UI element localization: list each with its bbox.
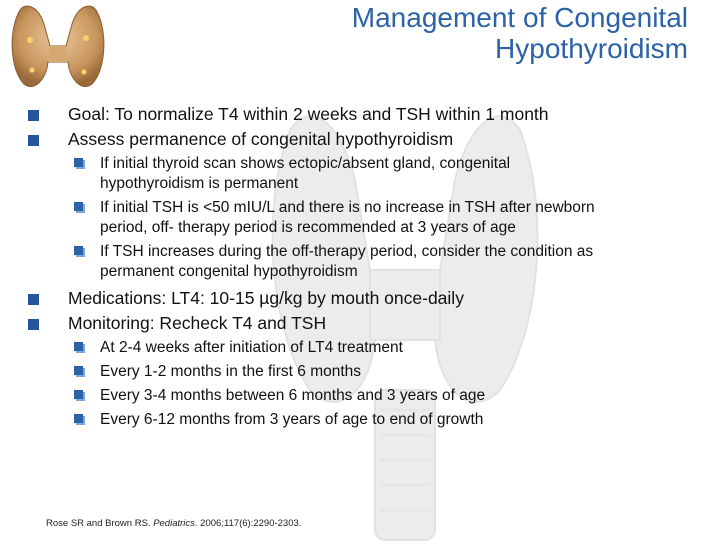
citation-authors: Rose SR and Brown RS. bbox=[46, 518, 154, 529]
sub-bullet-line: If initial TSH is <50 mIU/L and there is no increase in TSH after newborn bbox=[100, 199, 595, 216]
sub-bullet-line: If initial thyroid scan shows ectopic/absent gland, congenital bbox=[100, 155, 511, 172]
checkbox-bullet-icon bbox=[74, 366, 83, 375]
sub-bullet bbox=[16, 410, 716, 430]
sub-bullet-line: hypothyroidism is permanent bbox=[100, 175, 299, 192]
square-bullet-icon bbox=[28, 110, 39, 121]
sub-bullet-line: If TSH increases during the off-therapy period, consider the condition as bbox=[100, 243, 594, 260]
sub-bullet-line: permanent congenital hypothyroidism bbox=[100, 263, 358, 280]
citation-footer bbox=[46, 518, 301, 529]
sub-bullet bbox=[16, 362, 716, 382]
citation-journal: Pediatrics bbox=[153, 518, 195, 529]
checkbox-bullet-icon bbox=[74, 158, 83, 167]
square-bullet-icon bbox=[28, 319, 39, 330]
checkbox-bullet-icon bbox=[74, 202, 83, 211]
checkbox-bullet-icon bbox=[74, 342, 83, 351]
sub-bullet bbox=[16, 198, 716, 238]
checkbox-bullet-icon bbox=[74, 390, 83, 399]
sub-bullet-line: period, off- therapy period is recommended at 3 years of age bbox=[100, 219, 516, 236]
bullet-monitoring bbox=[16, 313, 716, 334]
sub-bullet-text: Every 3-4 months between 6 months and 3 years of age bbox=[100, 387, 486, 404]
sub-bullet-text: Every 1-2 months in the first 6 months bbox=[100, 363, 362, 380]
sub-bullet bbox=[16, 338, 716, 358]
bullet-medications bbox=[16, 288, 716, 309]
checkbox-bullet-icon bbox=[74, 246, 83, 255]
sub-bullet bbox=[16, 386, 716, 406]
bullet-text: Goal: To normalize T4 within 2 weeks and TSH within 1 month bbox=[68, 104, 549, 124]
bullet-goal bbox=[16, 104, 716, 125]
bullet-assess bbox=[16, 129, 716, 150]
bullet-text: Medications: LT4: 10-15 µg/kg by mouth once-daily bbox=[68, 288, 464, 308]
bullet-text: Monitoring: Recheck T4 and TSH bbox=[68, 313, 327, 333]
thyroid-gland-icon bbox=[2, 0, 114, 92]
checkbox-bullet-icon bbox=[74, 414, 83, 423]
bullet-text: Assess permanence of congenital hypothyroidism bbox=[68, 129, 454, 149]
sub-bullet bbox=[16, 154, 716, 194]
title-line-2: Hypothyroidism bbox=[495, 33, 688, 64]
title-line-1: Management of Congenital bbox=[351, 2, 688, 33]
sub-bullet-text: At 2-4 weeks after initiation of LT4 treatment bbox=[100, 339, 403, 356]
square-bullet-icon bbox=[28, 135, 39, 146]
square-bullet-icon bbox=[28, 294, 39, 305]
citation-details: . 2006;117(6):2290-2303. bbox=[194, 518, 302, 529]
slide-content bbox=[16, 104, 716, 434]
slide-title bbox=[168, 2, 688, 64]
sub-bullet bbox=[16, 242, 716, 282]
sub-bullet-text: Every 6-12 months from 3 years of age to end of growth bbox=[100, 411, 484, 428]
